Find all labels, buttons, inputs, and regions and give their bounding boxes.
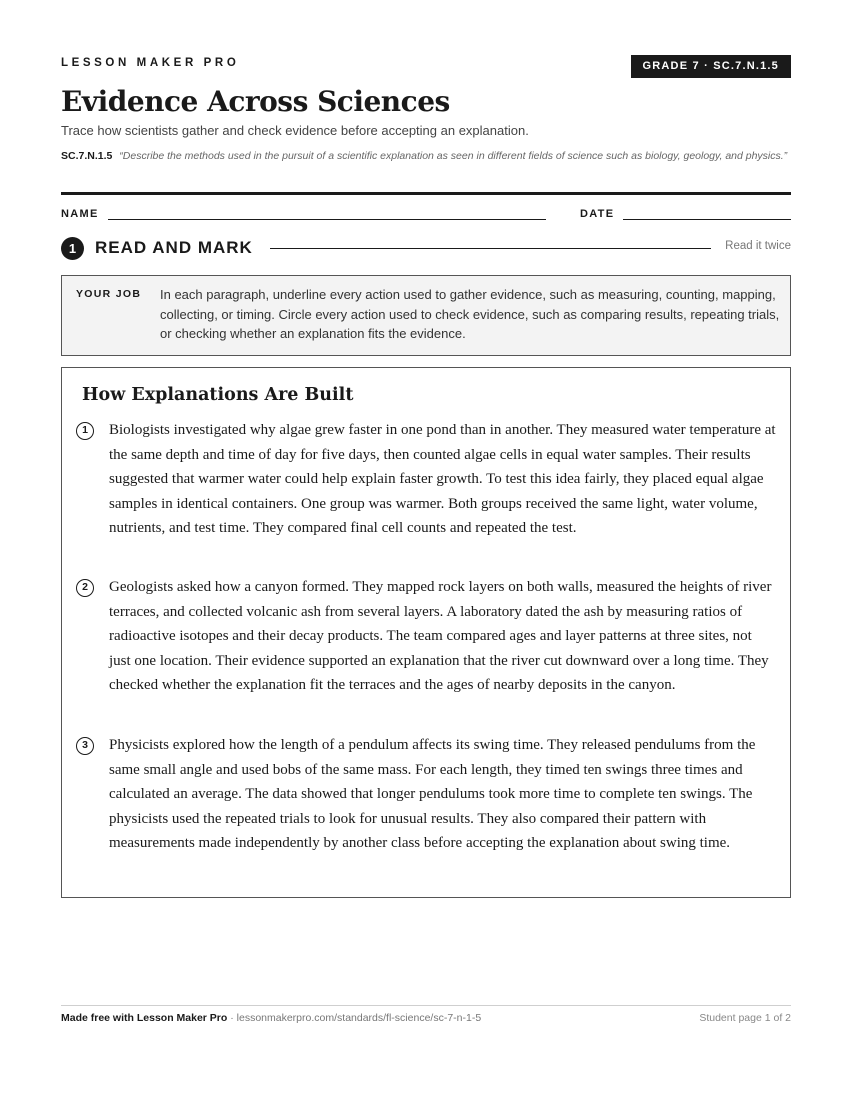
section-title: READ AND MARK [95, 238, 253, 257]
footer-made-with: Made free with Lesson Maker Pro [61, 1012, 228, 1024]
footer-credit [61, 1012, 481, 1024]
paragraph-text: Biologists investigated why algae grew faster in one pond than in another. They measured water temperature at the same depth and time of day for five days, then counted algae cells in equal water samples. Their results suggested that warmer water could help explain faster growth. To test this idea fairly, they placed equal algae samples in identical containers. One group was warmer. Both groups received the same light, water volume, nutrients, and test time. They compared final cell counts and repeated the test. [109, 422, 776, 536]
footer-divider [61, 1005, 791, 1006]
standard-statement [61, 148, 791, 165]
reading-passage [61, 367, 791, 898]
standard-code: SC.7.N.1.5 [61, 150, 113, 162]
instructions-label: YOUR JOB [76, 288, 142, 300]
header-divider [61, 192, 791, 195]
name-label: NAME [61, 208, 99, 220]
grade-badge: GRADE 7 · SC.7.N.1.5 [631, 55, 791, 78]
paragraph-text: Geologists asked how a canyon formed. They mapped rock layers on both walls, measured the heights of river terraces, and collected volcanic ash from several layers. A laboratory dated the ash by measuring ratios of radioactive isotopes and their decay products. The team compared ages and layer patterns at three sites, not just one location. Their evidence supported an explanation that the river cut downward over a long time. They checked whether the explanation fit the terraces and the ages of nearby deposits in the canyon. [109, 579, 772, 693]
standard-text: “Describe the methods used in the pursuit of a scientific explanation as seen in different fields of science such as biology, geology, and physics.” [119, 150, 788, 162]
footer-url[interactable]: lessonmakerpro.com/standards/fl-science/sc-7-n-1-5 [236, 1012, 482, 1024]
date-field[interactable] [623, 219, 791, 220]
page-title: Evidence Across Sciences [61, 85, 450, 118]
name-date-row [61, 207, 791, 223]
date-label: DATE [580, 208, 615, 220]
instructions-box [61, 275, 791, 356]
page-subtitle: Trace how scientists gather and check evidence before accepting an explanation. [61, 123, 529, 138]
worksheet-page [61, 0, 791, 1100]
passage-title: How Explanations Are Built [82, 385, 354, 405]
section-divider [270, 248, 711, 249]
section-note: Read it twice [725, 240, 791, 252]
footer-page-number: Student page 1 of 2 [699, 1012, 791, 1024]
instructions-text: In each paragraph, underline every action used to gather evidence, such as measuring, counting, mapping, collecting, or timing. Circle every action used to check evidence, such as comparing results, repeating trials, or checking whether an explanation fits the evidence. [160, 287, 780, 341]
paragraph-number: 1 [76, 422, 94, 440]
name-field[interactable] [108, 219, 546, 220]
paragraph-number: 3 [76, 737, 94, 755]
paragraph-number: 2 [76, 579, 94, 597]
section-header [61, 237, 791, 259]
paragraph-text: Physicists explored how the length of a pendulum affects its swing time. They released pendulums from the same small angle and used bobs of the same mass. For each length, they timed ten swings three times and calculated an average. The data showed that longer pendulums took more time to complete ten swings. The physicists used the repeated trials to look for unusual results. They also compared their pattern with measurements made independently by another class before accepting the explanation about swing time. [109, 737, 756, 851]
footer-separator: · [227, 1012, 237, 1024]
section-number-badge: 1 [61, 237, 84, 260]
brand-name: LESSON MAKER PRO [61, 57, 240, 69]
